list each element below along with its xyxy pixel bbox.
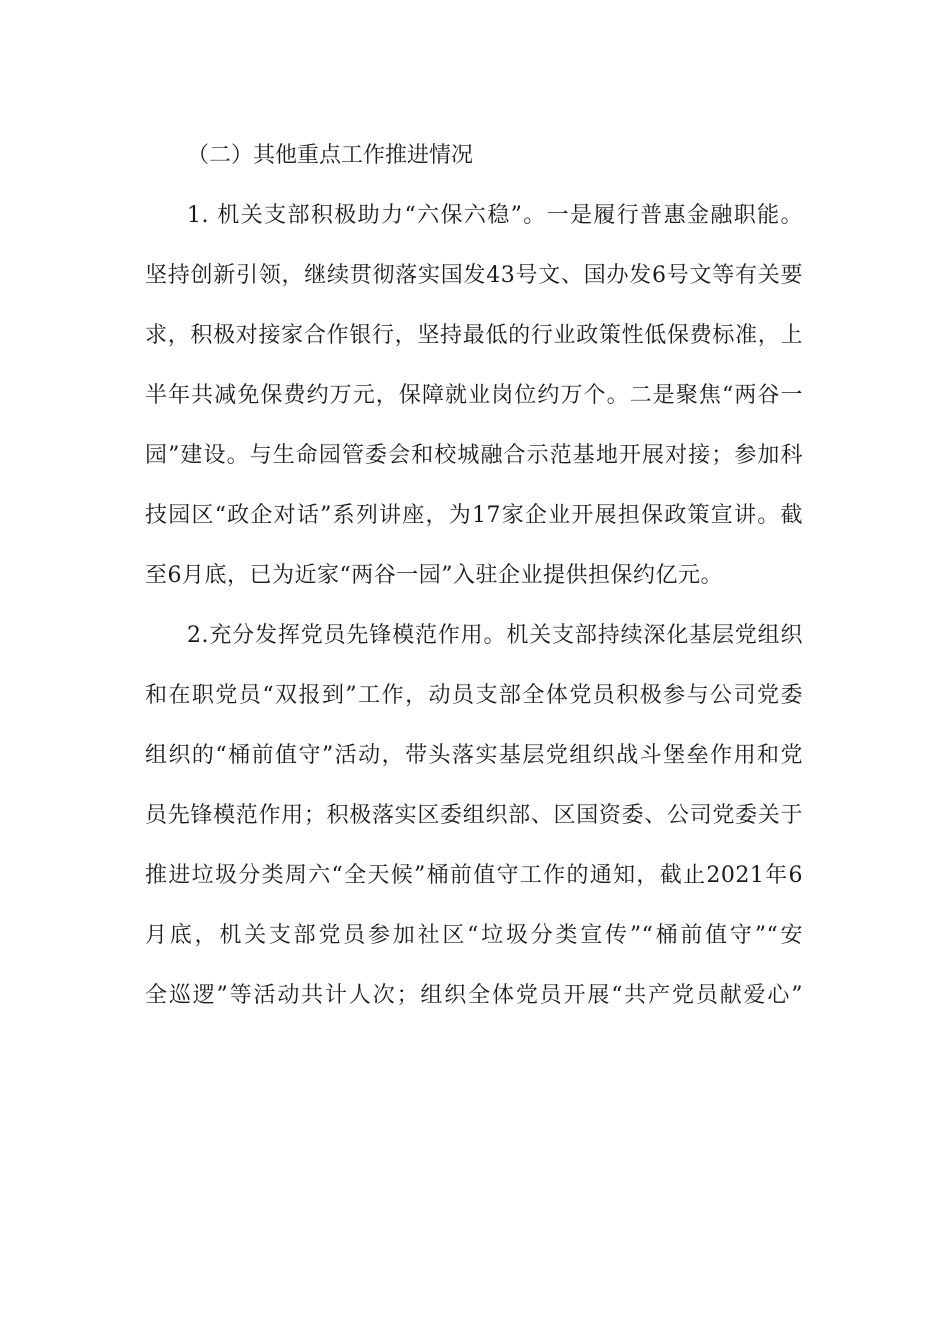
paragraph-line: 半年共减免保费约万元，保障就业岗位约万个。二是聚焦“两谷一 [145, 383, 803, 408]
paragraph-six-guarantees [145, 186, 803, 606]
paragraph-line: 月底，机关支部党员参加社区“垃圾分类宣传”“桶前值守”“安 [145, 923, 803, 948]
paragraph-line: 2.充分发挥党员先锋模范作用。机关支部持续深化基层党组织 [187, 623, 803, 648]
paragraph-party-members [145, 606, 803, 1026]
paragraph-line: 员先锋模范作用；积极落实区委组织部、区国资委、公司党委关于 [145, 803, 803, 828]
paragraph-line: 求，积极对接家合作银行，坚持最低的行业政策性低保费标准，上 [145, 323, 803, 348]
paragraph-line: 和在职党员“双报到”工作，动员支部全体党员积极参与公司党委 [145, 683, 803, 708]
paragraph-line: 全巡逻”等活动共计人次；组织全体党员开展“共产党员献爱心” [145, 983, 803, 1008]
paragraph-line: 组织的“桶前值守”活动，带头落实基层党组织战斗堡垒作用和党 [145, 743, 803, 768]
section-heading: （二）其他重点工作推进情况 [187, 143, 474, 168]
paragraph-line: 1. 机关支部积极助力“六保六稳”。一是履行普惠金融职能。 [187, 203, 803, 228]
paragraph-line: 技园区“政企对话”系列讲座，为17家企业开展担保政策宣讲。截 [145, 503, 803, 528]
paragraph-line: 推进垃圾分类周六“全天候”桶前值守工作的通知，截止2021年6 [145, 863, 803, 888]
paragraph-line: 园”建设。与生命园管委会和校城融合示范基地开展对接；参加科 [145, 443, 803, 468]
paragraph-line: 坚持创新引领，继续贯彻落实国发43号文、国办发6号文等有关要 [145, 263, 803, 288]
document-body [145, 126, 803, 1026]
paragraph-line: 至6月底，已为近家“两谷一园”入驻企业提供担保约亿元。 [145, 563, 723, 588]
